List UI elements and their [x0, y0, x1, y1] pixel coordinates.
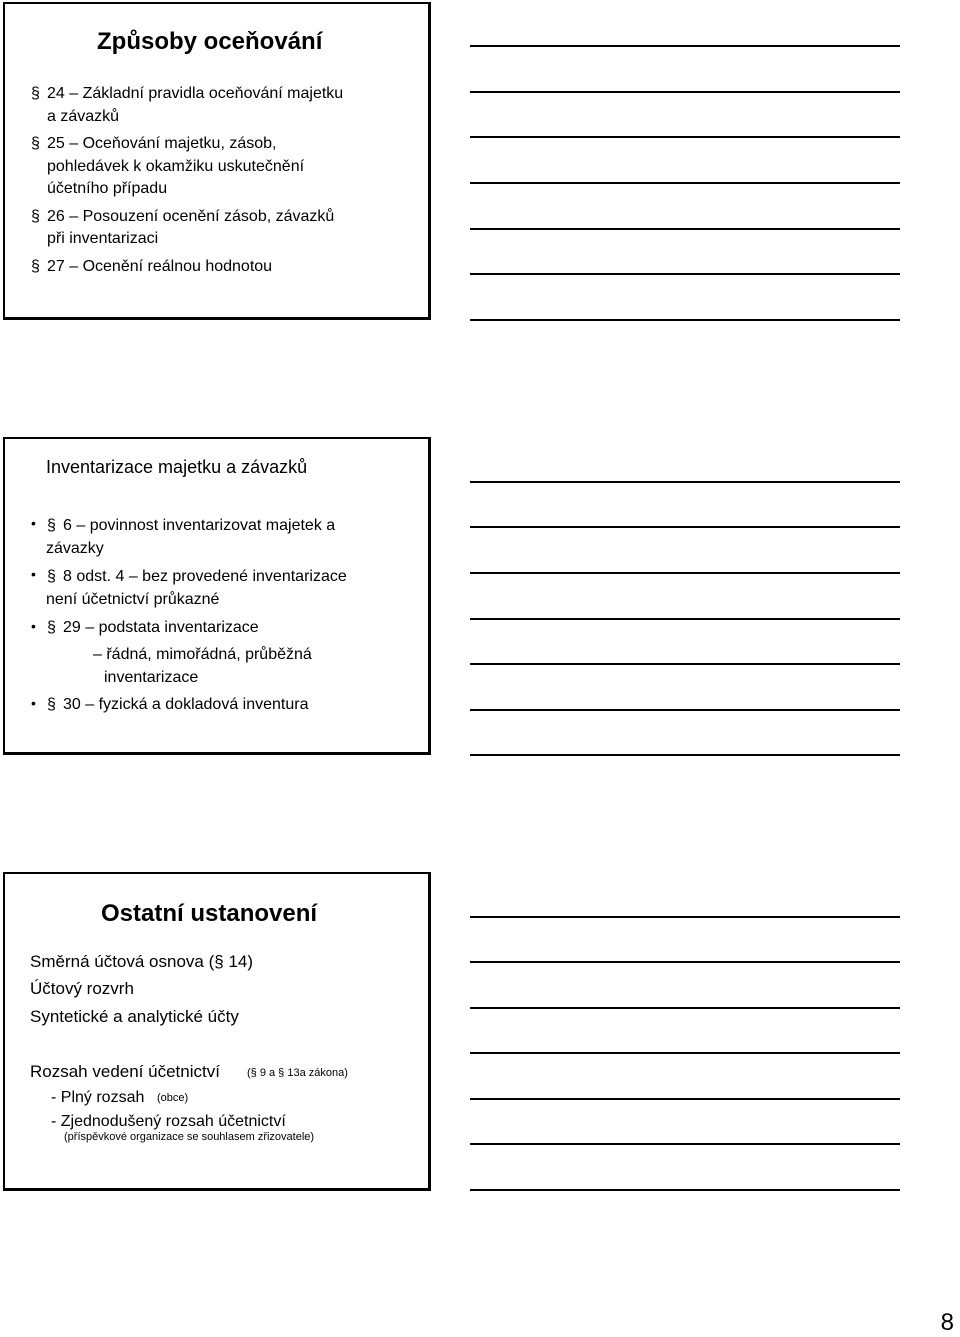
note-line	[470, 45, 900, 47]
list-item-line: účetního případu	[47, 180, 168, 197]
note-line	[470, 916, 900, 918]
list-item-line: při inventarizaci	[47, 230, 159, 247]
slide-2-title: Inventarizace majetku a závazků	[46, 457, 308, 477]
note-line	[470, 572, 900, 574]
section-mark: §	[31, 258, 40, 275]
note-line	[470, 1052, 900, 1054]
list-item-line: 25 – Oceňování majetku, zásob,	[47, 135, 277, 152]
slide-2	[3, 437, 431, 755]
note: (§ 9 a § 13a zákona)	[247, 1067, 348, 1079]
text-line: Účtový rozvrh	[30, 979, 134, 998]
section-mark: §	[47, 517, 56, 534]
list-item-line: a závazků	[47, 108, 120, 125]
note-line	[470, 136, 900, 138]
note-line	[470, 1007, 900, 1009]
bullet: •	[31, 566, 36, 582]
slide-1-title: Způsoby oceňování	[97, 28, 323, 55]
note-line	[470, 618, 900, 620]
bullet: •	[31, 618, 36, 634]
note-line	[470, 319, 900, 321]
page-number: 8	[940, 1309, 954, 1336]
list-item-line: 8 odst. 4 – bez provedené inventarizace	[63, 568, 347, 585]
list-item-line: 29 – podstata inventarizace	[63, 619, 259, 636]
bullet: •	[31, 515, 36, 531]
note-line	[470, 182, 900, 184]
note-line	[470, 228, 900, 230]
note-line	[470, 1143, 900, 1145]
note-line	[470, 481, 900, 483]
section-mark: §	[31, 135, 40, 152]
slide-1	[3, 2, 431, 320]
note-line	[470, 273, 900, 275]
slide-3-title: Ostatní ustanovení	[101, 900, 318, 927]
text-line: - Plný rozsah	[51, 1089, 145, 1106]
note-line	[470, 709, 900, 711]
text-line: - Zjednodušený rozsah účetnictví	[51, 1113, 286, 1130]
note: (příspěvkové organizace se souhlasem zřizovatele)	[64, 1131, 315, 1143]
note-line	[470, 1189, 900, 1191]
sub-item-line: inventarizace	[104, 669, 199, 686]
list-item-line: závazky	[46, 540, 104, 557]
section-mark: §	[47, 568, 56, 585]
text-line: Syntetické a analytické účty	[30, 1007, 239, 1026]
bullet: •	[31, 695, 36, 711]
list-item-line: není účetnictví průkazné	[46, 591, 220, 608]
list-item-line: 30 – fyzická a dokladová inventura	[63, 696, 309, 713]
note-line	[470, 91, 900, 93]
section-mark: §	[31, 208, 40, 225]
section-mark: §	[47, 696, 56, 713]
list-item-line: 27 – Ocenění reálnou hodnotou	[47, 258, 273, 275]
slide-3	[3, 872, 431, 1191]
note-line	[470, 663, 900, 665]
list-item-line: 6 – povinnost inventarizovat majetek a	[63, 517, 336, 534]
text-line: Směrná účtová osnova (§ 14)	[30, 952, 254, 971]
section-mark: §	[47, 619, 56, 636]
note: (obce)	[157, 1092, 189, 1104]
list-item-line: 24 – Základní pravidla oceňování majetku	[47, 85, 344, 102]
text-line: Rozsah vedení účetnictví	[30, 1062, 220, 1081]
list-item-line: 26 – Posouzení ocenění zásob, závazků	[47, 208, 335, 225]
note-line	[470, 526, 900, 528]
section-mark: §	[31, 85, 40, 102]
note-line	[470, 754, 900, 756]
list-item-line: pohledávek k okamžiku uskutečnění	[47, 158, 305, 175]
sub-item-line: – řádná, mimořádná, průběžná	[93, 646, 312, 663]
note-line	[470, 961, 900, 963]
note-line	[470, 1098, 900, 1100]
